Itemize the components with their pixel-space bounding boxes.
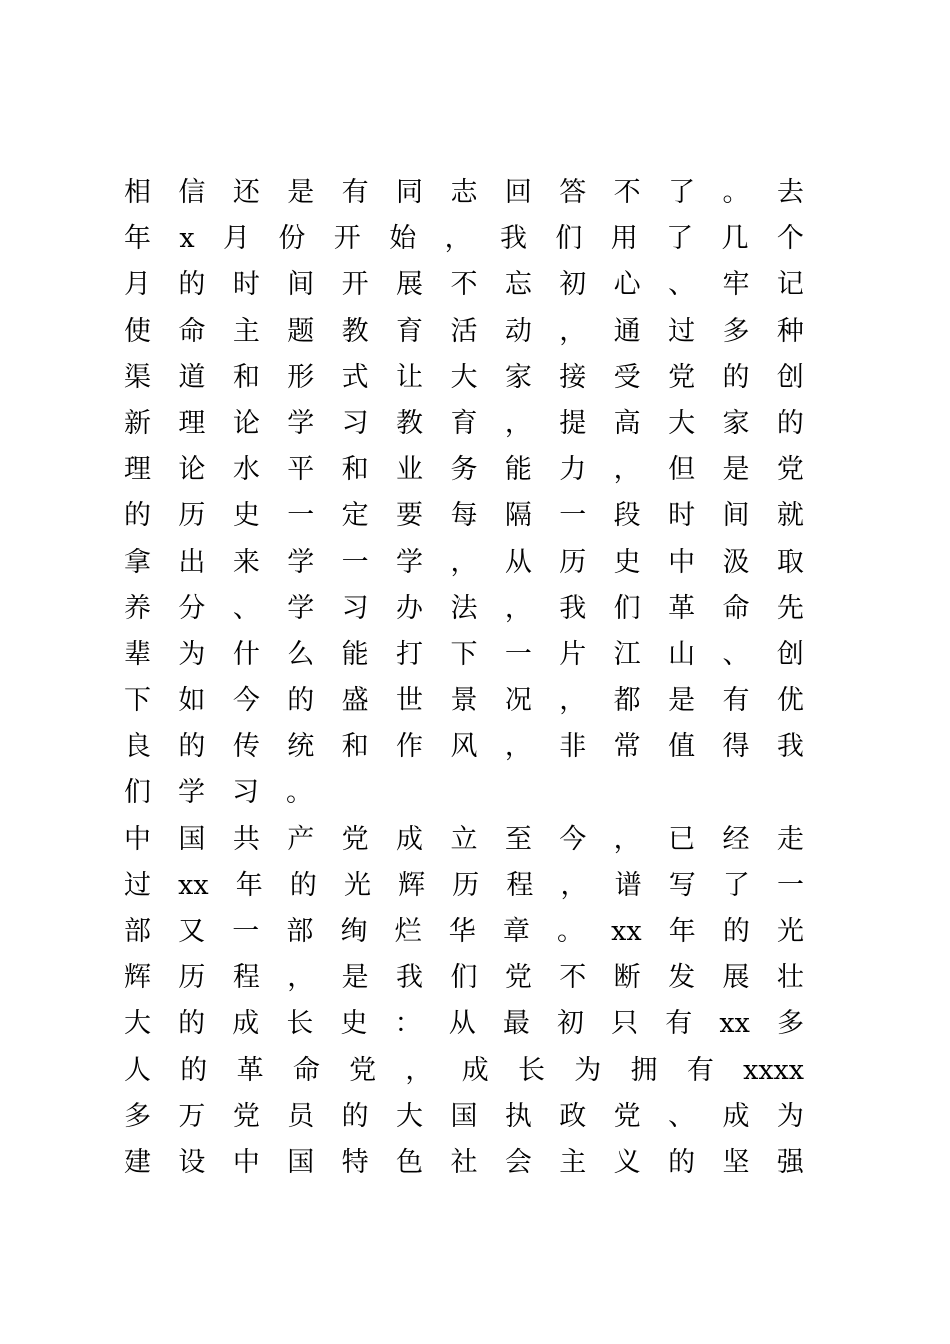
text-line: 拿 出 来 学 一 学 ， 从 历 史 中 汲 取 (124, 546, 804, 578)
text-line: 过 xx 年 的 光 辉 历 程 ， 谱 写 了 一 (124, 869, 804, 901)
text-line: 年 x 月 份 开 始 ， 我 们 用 了 几 个 (124, 223, 804, 255)
text-line: 下 如 今 的 盛 世 景 况 ， 都 是 有 优 (124, 685, 804, 717)
text-line: 相 信 还 是 有 同 志 回 答 不 了 。 去 (124, 177, 804, 208)
document-body (124, 170, 804, 1186)
text-line: 养 分 、 学 习 办 法 ， 我 们 革 命 先 (124, 592, 804, 624)
text-line: 部 又 一 部 绚 烂 华 章 。 xx 年 的 光 (124, 916, 804, 947)
text-line: 的 历 史 一 定 要 每 隔 一 段 时 间 就 (124, 500, 804, 532)
text-line: 良 的 传 统 和 作 风 ， 非 常 值 得 我 (124, 731, 804, 763)
text-line: 月 的 时 间 开 展 不 忘 初 心 、 牢 记 (124, 269, 804, 301)
text-line: 建 设 中 国 特 色 社 会 主 义 的 坚 强 (124, 1146, 804, 1178)
text-line: 渠 道 和 形 式 让 大 家 接 受 党 的 创 (124, 361, 804, 393)
text-line: 多 万 党 员 的 大 国 执 政 党 、 成 为 (124, 1100, 804, 1132)
text-line: 辉 历 程 ， 是 我 们 党 不 断 发 展 壮 (124, 962, 804, 994)
paragraph-end-line: 们学习。 (124, 777, 340, 809)
text-line: 理 论 水 平 和 业 务 能 力 ， 但 是 党 (124, 454, 804, 486)
text-line: 大 的 成 长 史 ： 从 最 初 只 有 xx 多 (124, 1008, 804, 1040)
text-line: 新 理 论 学 习 教 育 ， 提 高 大 家 的 (124, 407, 804, 439)
text-line: 辈 为 什 么 能 打 下 一 片 江 山 、 创 (124, 638, 804, 670)
text-line: 人 的 革 命 党 ， 成 长 为 拥 有 xxxx (124, 1054, 805, 1086)
text-line: 使 命 主 题 教 育 活 动 ， 通 过 多 种 (124, 315, 804, 347)
text-line: 中 国 共 产 党 成 立 至 今 ， 已 经 走 (124, 823, 804, 855)
